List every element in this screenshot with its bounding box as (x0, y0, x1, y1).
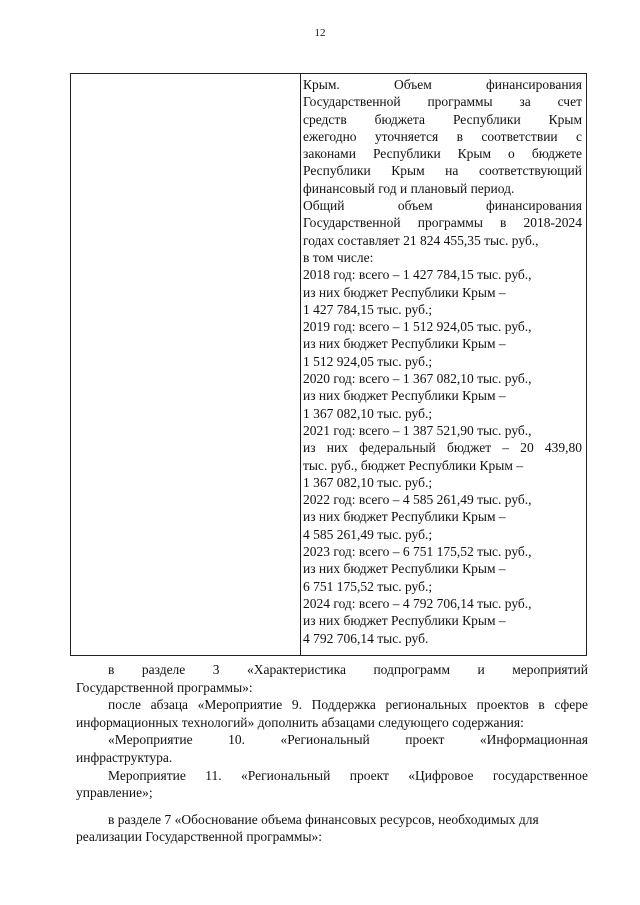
table-cell-line: 1 367 082,10 тыс. руб.; (303, 474, 433, 490)
paragraph-line: реализации Государственной программы»: (76, 829, 323, 845)
paragraph-gap (76, 802, 588, 811)
table-cell-line: в том числе: (303, 249, 374, 265)
table-cell-line: 6 751 175,52 тыс. руб.; (303, 578, 433, 594)
paragraph-line: в разделе 7 «Обоснование объема финансовых ресурсов, необходимых для (108, 811, 539, 827)
paragraph-line: после абзаца «Мероприятие 9. Поддержка региональных проектов в сфере (108, 697, 588, 713)
table-left-cell (71, 74, 301, 655)
table-cell-line: 2020 год: всего – 1 367 082,10 тыс. руб., (303, 371, 532, 387)
table-cell-line: из них бюджет Республики Крым – (303, 336, 506, 352)
table-cell-line: из них бюджет Республики Крым – (303, 388, 506, 404)
table-cell-line: Государственной программы за счет (303, 94, 582, 110)
passport-table (70, 73, 587, 656)
table-cell-line: из них бюджет Республики Крым – (303, 561, 506, 577)
paragraph-line: «Мероприятие 10. «Региональный проект «Информационная (108, 732, 588, 748)
table-cell-line: из них бюджет Республики Крым – (303, 284, 506, 300)
amendment-text (76, 661, 588, 846)
paragraph-line: информационных технологий» дополнить абзацами следующего содержания: (76, 714, 524, 730)
table-cell-line: из них бюджет Республики Крым – (303, 509, 506, 525)
table-cell-line: Общий объем финансирования (303, 198, 582, 214)
table-cell-line: 2021 год: всего – 1 387 521,90 тыс. руб., (303, 422, 532, 438)
paragraph-line: в разделе 3 «Характеристика подпрограмм и мероприятий (108, 662, 588, 677)
table-cell-line: ежегодно уточняется в соответствии с (303, 128, 582, 144)
paragraph-line: инфраструктура. (76, 749, 173, 765)
table-right-cell (301, 74, 586, 655)
table-cell-line: 4 585 261,49 тыс. руб.; (303, 526, 433, 542)
page-number: 12 (314, 27, 326, 39)
paragraph-line: Государственной программы»: (76, 679, 253, 695)
table-cell-line: средств бюджета Республики Крым (303, 111, 582, 127)
table-cell-line: тыс. руб., бюджет Республики Крым – (303, 457, 523, 473)
table-cell-line: из них бюджет Республики Крым – (303, 613, 506, 629)
table-cell-line: 1 427 784,15 тыс. руб.; (303, 301, 433, 317)
paragraph-line: Мероприятие 11. «Региональный проект «Цифровое государственное (108, 767, 588, 783)
table-cell-line: законами Республики Крым о бюджете (303, 146, 582, 162)
table-cell-line: 2018 год: всего – 1 427 784,15 тыс. руб., (303, 267, 532, 283)
table-cell-line: Крым. Объем финансирования (303, 77, 582, 92)
table-cell-line: Республики Крым на соответствующий (303, 163, 582, 179)
table-cell-line: из них федеральный бюджет – 20 439,80 (303, 440, 582, 456)
table-cell-line: 2022 год: всего – 4 585 261,49 тыс. руб., (303, 492, 532, 508)
table-cell-line: 1 367 082,10 тыс. руб.; (303, 405, 433, 421)
table-cell-line: 2024 год: всего – 4 792 706,14 тыс. руб., (303, 595, 532, 611)
table-cell-line: Государственной программы в 2018-2024 (303, 215, 582, 231)
table-cell-line: 2019 год: всего – 1 512 924,05 тыс. руб., (303, 319, 532, 335)
table-cell-line: 4 792 706,14 тыс. руб. (303, 630, 429, 646)
paragraph-line: управление»; (76, 785, 153, 801)
table-cell-line: 2023 год: всего – 6 751 175,52 тыс. руб., (303, 544, 532, 560)
table-cell-line: годах составляет 21 824 455,35 тыс. руб., (303, 232, 539, 248)
table-cell-line: 1 512 924,05 тыс. руб.; (303, 353, 433, 369)
table-cell-line: финансовый год и плановый период. (303, 180, 515, 196)
